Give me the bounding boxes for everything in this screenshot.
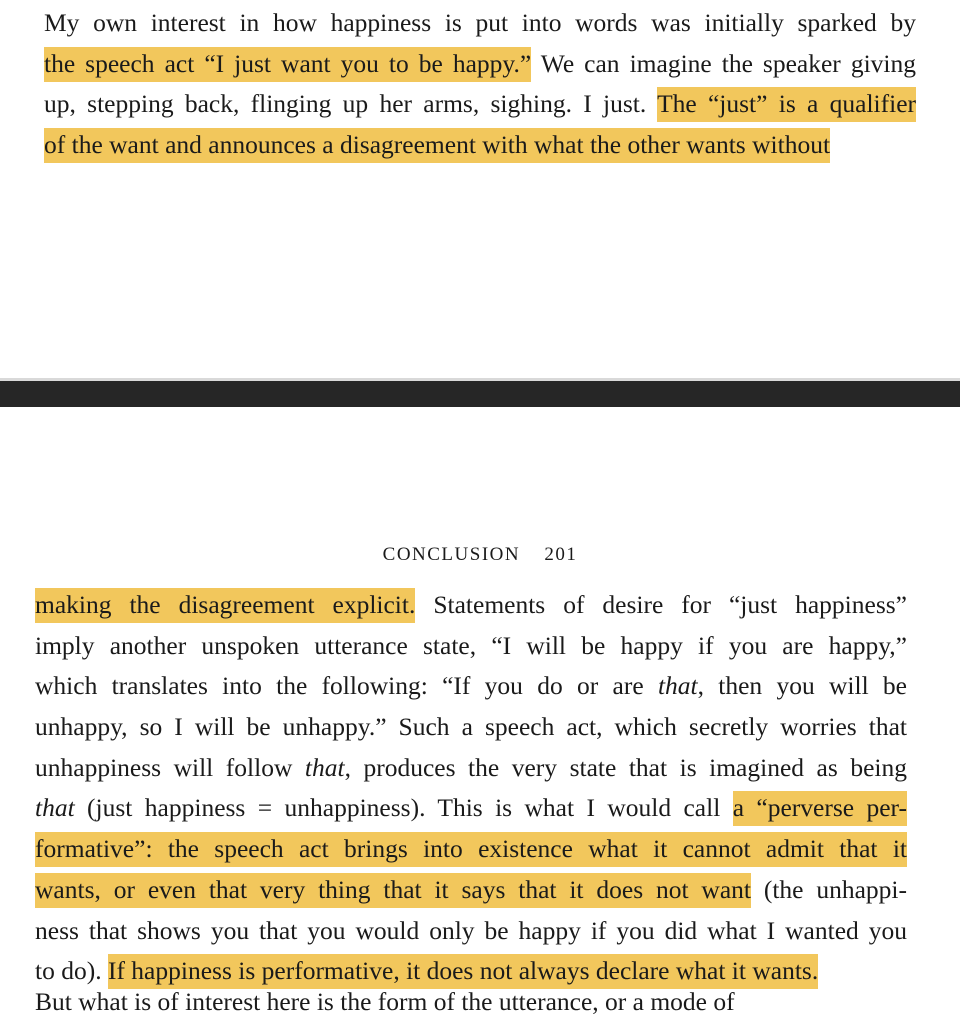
bottom-line: [35, 870, 907, 911]
text-segment: My own interest in how happiness is put into words was initially sparked by: [44, 8, 916, 37]
text-segment: (the unhappi-: [750, 874, 907, 904]
bottom-line: [35, 666, 907, 707]
highlighted-text: wants, or even that very thing that it says that it does not want: [35, 873, 751, 908]
highlighted-text: of the want and announces a disagreement with what the other wants without: [44, 128, 830, 163]
bottom-page: [0, 408, 960, 1001]
running-head: [0, 544, 960, 566]
top-line: [44, 3, 916, 44]
top-page: [0, 0, 960, 378]
bottom-line: [35, 788, 907, 829]
highlighted-text: The “just” is a qualifier: [657, 87, 916, 122]
text-segment: which translates into the following: “If you do or are: [35, 671, 658, 701]
highlighted-text: the speech act “I just want you to be happy.”: [44, 47, 531, 82]
cut-off-line-text: But what is of interest here is the form of the utterance, or a mode of: [35, 987, 735, 1016]
highlighted-text: a “perverse per-: [733, 791, 907, 826]
top-line: [44, 84, 916, 125]
text-segment: to do).: [35, 956, 108, 986]
text-segment: , then you will be: [697, 671, 908, 701]
text-segment: up, stepping back, flinging up her arms, sighing. I just.: [44, 89, 658, 119]
text-segment: , produces the very state that is imagined as being: [344, 752, 907, 782]
text-segment: Statements of desire for “just happiness”: [415, 590, 908, 619]
bottom-line: [35, 707, 907, 748]
running-head-title: CONCLUSION: [382, 544, 521, 565]
text-segment: unhappy, so I will be unhappy.” Such a speech act, which secretly worries that: [35, 712, 907, 742]
text-segment: that: [35, 793, 75, 823]
top-page-text: [44, 3, 916, 166]
text-segment: We can imagine the speaker giving: [531, 48, 916, 78]
text-segment: ness that shows you that you would only be happy if you did what I wanted you: [35, 915, 907, 945]
top-line: [44, 125, 916, 166]
bottom-page-text: [35, 585, 907, 992]
highlighted-text: formative”: the speech act brings into existence what it cannot admit that it: [35, 832, 907, 867]
page-divider-band: [0, 381, 960, 407]
top-line: [44, 44, 916, 85]
bottom-line: [35, 748, 907, 789]
text-segment: imply another unspoken utterance state, “I will be happy if you are happy,”: [35, 630, 907, 660]
text-segment: that: [657, 671, 698, 701]
text-segment: (just happiness = unhappiness). This is what I would call: [74, 793, 733, 823]
cut-off-line: [35, 987, 907, 1016]
bottom-line: [35, 911, 907, 952]
text-segment: that: [304, 752, 345, 782]
page-number: 201: [544, 544, 578, 565]
bottom-line: [35, 829, 907, 870]
bottom-line: [35, 626, 907, 667]
text-segment: unhappiness will follow: [35, 752, 305, 782]
highlighted-text: making the disagreement explicit.: [35, 588, 415, 623]
highlighted-text: If happiness is performative, it does not always declare what it wants.: [108, 954, 818, 989]
bottom-line: [35, 585, 907, 626]
